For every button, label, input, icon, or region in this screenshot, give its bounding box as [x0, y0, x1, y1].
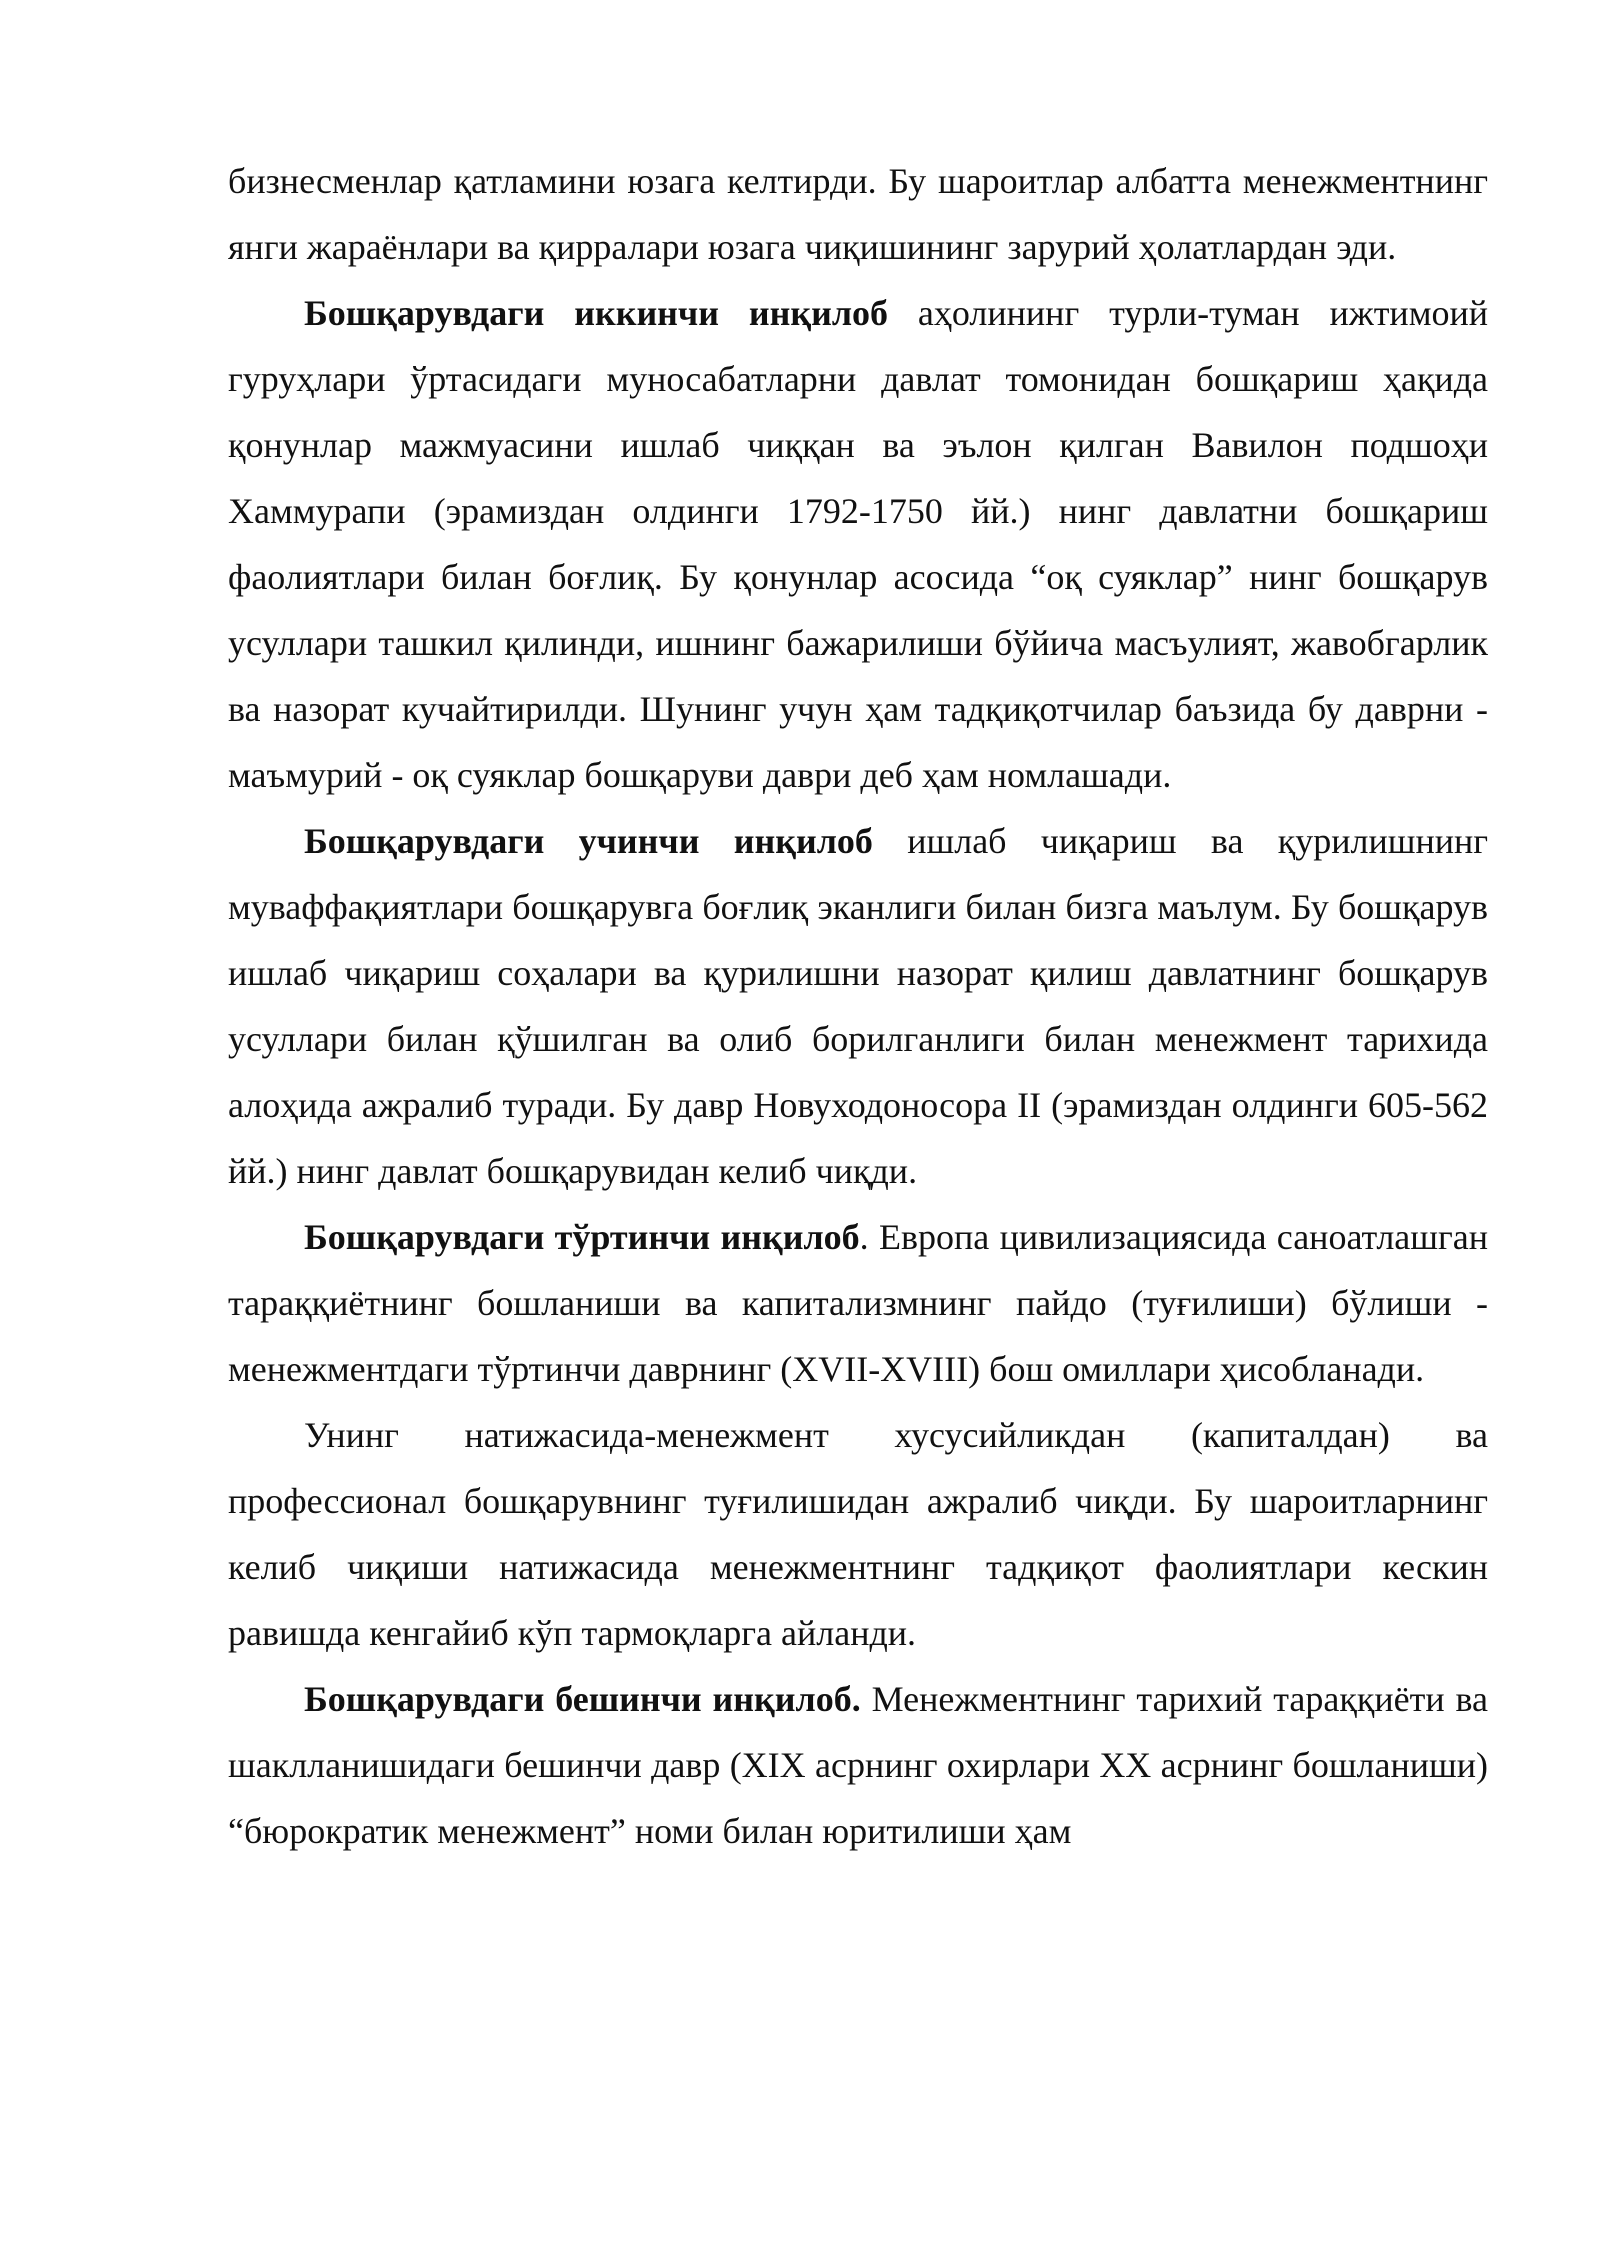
- paragraph-1-text: бизнесменлар қатламини юзага келтирди. Бу шароитлар албатта менежментнинг янги жараёнлари ва қирралари юзага чиқишининг зарурий ҳолатлардан эди.: [228, 161, 1488, 267]
- paragraph-3: [228, 808, 1488, 1204]
- paragraph-6-text: Менежментнинг тарихий тараққиёти ва шаклланишидаги бешинчи давр (XIX асрнинг охирлари XX асрнинг бошланиши) “бюрократик менежмент” номи билан юритилиши ҳам: [228, 1679, 1488, 1851]
- paragraph-6-heading: Бошқарувдаги бешинчи инқилоб.: [304, 1679, 861, 1719]
- paragraph-4: [228, 1204, 1488, 1402]
- paragraph-5-text: Унинг натижасида-менежмент хусусийликдан (капиталдан) ва профессионал бошқарувнинг туғилишидан ажралиб чиқди. Бу шароитларнинг келиб чиқиши натижасида менежментнинг тадқиқот фаолиятлари кескин равишда кенгайиб кўп тармоқларга айланди.: [228, 1415, 1488, 1653]
- paragraph-2: [228, 280, 1488, 808]
- paragraph-2-heading: Бошқарувдаги иккинчи инқилоб: [304, 293, 889, 333]
- document-body: [228, 148, 1488, 1864]
- paragraph-2-text: аҳолининг турли-туман ижтимоий гуруҳлари ўртасидаги муносабатларни давлат томонидан бошқариш ҳақида қонунлар мажмуасини ишлаб чиққан ва эълон қилган Вавилон подшоҳи Хаммурапи (эрамиздан олдинги 1792-1750 йй.) нинг давлатни бошқариш фаолиятлари билан боғлиқ. Бу қонунлар асосида “оқ суяклар” нинг бошқарув усуллари ташкил қилинди, ишнинг бажарилиши бўйича масъулият, жавобгарлик ва назорат кучайтирилди. Шунинг учун ҳам тадқиқотчилар баъзида бу даврни - маъмурий - оқ суяклар бошқаруви даври деб ҳам номлашади.: [228, 293, 1489, 795]
- paragraph-5: [228, 1402, 1488, 1666]
- paragraph-3-text: ишлаб чиқариш ва қурилишнинг муваффақиятлари бошқарувга боғлиқ эканлиги билан бизга маълум. Бу бошқарув ишлаб чиқариш соҳалари ва қурилишни назорат қилиш давлатнинг бошқарув усуллари билан қўшилган ва олиб борилганлиги билан менежмент тарихида алоҳида ажралиб туради. Бу давр Новуходоносора II (эрамиздан олдинги 605-562 йй.) нинг давлат бошқарувидан келиб чиқди.: [228, 821, 1488, 1191]
- paragraph-6: [228, 1666, 1488, 1864]
- paragraph-4-heading: Бошқарувдаги тўртинчи инқилоб: [304, 1217, 860, 1257]
- paragraph-4-text: . Европа цивилизациясида саноатлашган тараққиётнинг бошланиши ва капитализмнинг пайдо (туғилиши) бўлиши - менежментдаги тўртинчи даврнинг (XVII-XVIII) бош омиллари ҳисобланади.: [228, 1217, 1488, 1389]
- paragraph-3-heading: Бошқарувдаги учинчи инқилоб: [304, 821, 873, 861]
- paragraph-1: [228, 148, 1488, 280]
